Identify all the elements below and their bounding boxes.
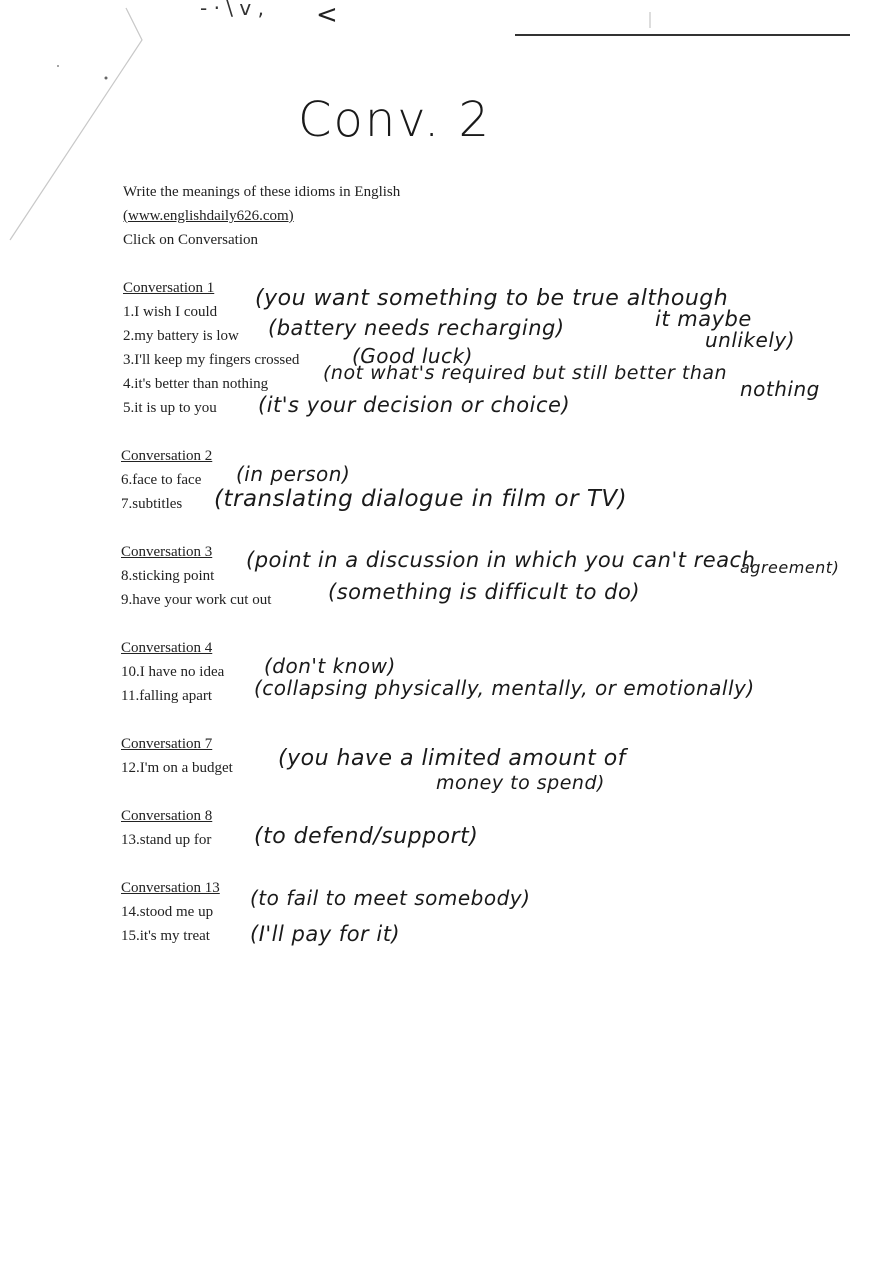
idiom-item: 4.it's better than nothing [123, 376, 269, 392]
top-less-than-mark: < [316, 0, 338, 30]
handwritten-note: (something is difficult to do) [328, 580, 641, 604]
handwritten-note: (not what's required but still better than [323, 362, 728, 384]
handwritten-note: (you want something to be true although [255, 286, 729, 311]
handwritten-note: (collapsing physically, mentally, or emotionally) [254, 676, 755, 700]
idiom-item: 9.have your work cut out [121, 592, 272, 608]
idiom-item: 2.my battery is low [123, 328, 239, 344]
section-heading: Conversation 3 [121, 544, 213, 560]
handwritten-note: unlikely) [705, 328, 796, 352]
dust-dot [57, 65, 59, 67]
dust-dot [105, 77, 108, 80]
idiom-item: 6.face to face [121, 472, 202, 488]
section-heading: Conversation 7 [121, 736, 213, 752]
intro-click-instruction: Click on Conversation [123, 232, 258, 248]
handwritten-note: (point in a discussion in which you can't reach [246, 548, 756, 572]
idiom-item: 3.I'll keep my fingers crossed [123, 352, 300, 368]
handwritten-note: money to spend) [436, 772, 605, 794]
section-heading: Conversation 13 [121, 880, 220, 896]
handwritten-note: (battery needs recharging) [268, 316, 565, 340]
section-heading: Conversation 1 [123, 280, 215, 296]
idiom-item: 12.I'm on a budget [121, 760, 233, 776]
idiom-item: 8.sticking point [121, 568, 215, 584]
handwritten-note: (translating dialogue in film or TV) [214, 486, 628, 512]
handwritten-note: agreement) [740, 558, 840, 577]
handwritten-note: (in person) [236, 462, 351, 486]
handwritten-note: it maybe [655, 307, 752, 331]
handwritten-note: (to fail to meet somebody) [250, 886, 531, 910]
idiom-item: 15.it's my treat [121, 928, 210, 944]
idiom-item: 10.I have no idea [121, 664, 225, 680]
folded-corner-line [10, 8, 142, 240]
handwritten-note: (it's your decision or choice) [258, 393, 571, 417]
handwritten-note: (you have a limited amount of [278, 746, 626, 771]
section-heading: Conversation 2 [121, 448, 213, 464]
top-scrawl: - · \ v , [200, 0, 264, 20]
idiom-item: 14.stood me up [121, 904, 214, 920]
idiom-item: 13.stand up for [121, 832, 212, 848]
intro-website-link[interactable]: (www.englishdaily626.com) [123, 208, 294, 224]
handwritten-note: (to defend/support) [254, 824, 479, 849]
idiom-item: 11.falling apart [121, 688, 213, 704]
handwritten-note: (Good luck) [352, 344, 473, 368]
handwritten-note: (I'll pay for it) [250, 922, 401, 946]
section-heading: Conversation 4 [121, 640, 213, 656]
handwritten-note: nothing [740, 377, 820, 401]
intro-instruction: Write the meanings of these idioms in English [123, 184, 401, 200]
page-title: Conv. 2 [298, 92, 492, 148]
handwritten-note: (don't know) [264, 654, 396, 678]
idiom-item: 7.subtitles [121, 496, 183, 512]
section-heading: Conversation 8 [121, 808, 213, 824]
idiom-item: 5.it is up to you [123, 400, 217, 416]
idiom-item: 1.I wish I could [123, 304, 218, 320]
